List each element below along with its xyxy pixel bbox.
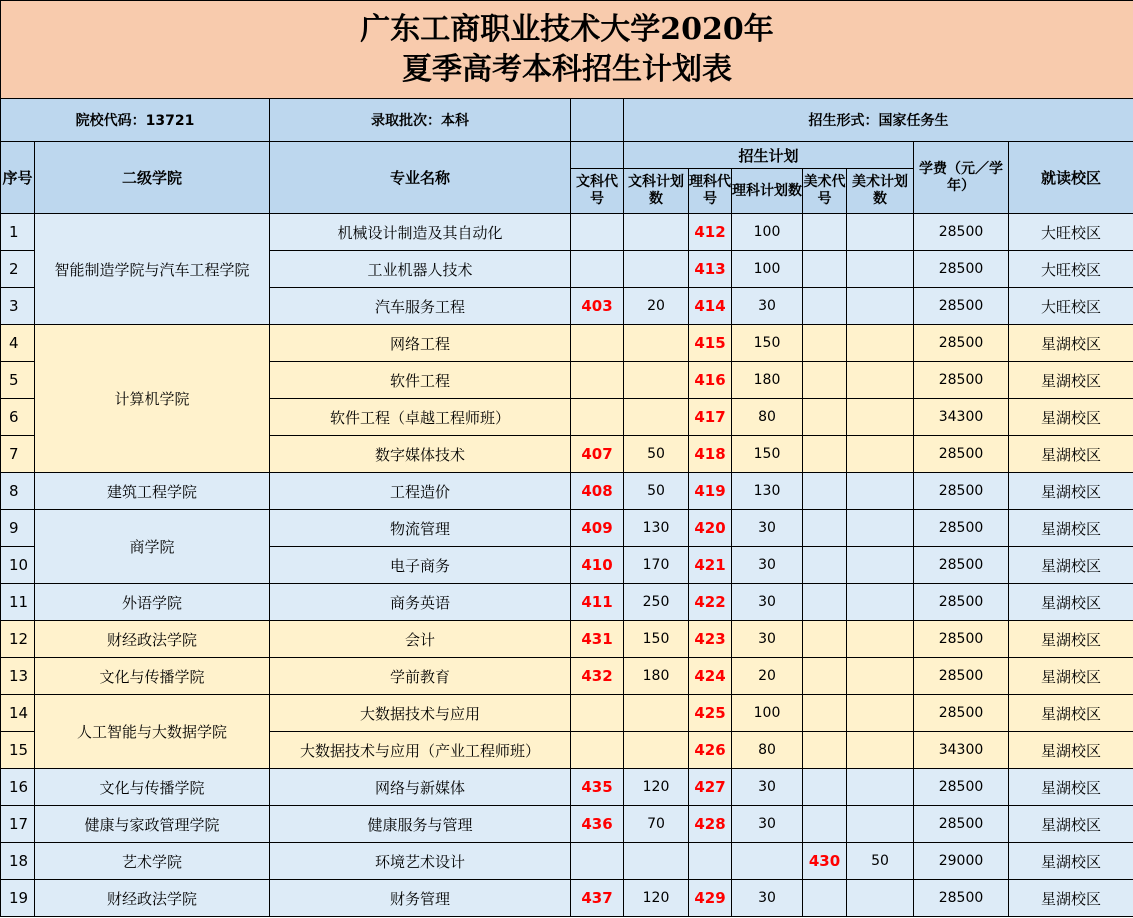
fee-cell: 28500 [914, 510, 1009, 547]
college-cell: 艺术学院 [35, 843, 270, 880]
wen-plan-cell: 70 [624, 806, 689, 843]
header-art-code: 美术代号 [803, 169, 847, 214]
wen-code-cell: 410 [571, 547, 624, 584]
li-code-cell: 422 [689, 584, 732, 621]
li-code-cell: 418 [689, 436, 732, 473]
wen-plan-cell [624, 362, 689, 399]
fee-cell: 28500 [914, 473, 1009, 510]
seq-cell: 7 [1, 436, 35, 473]
fee-cell: 28500 [914, 769, 1009, 806]
seq-cell: 12 [1, 621, 35, 658]
major-cell: 大数据技术与应用（产业工程师班） [270, 732, 571, 769]
li-code-cell: 421 [689, 547, 732, 584]
info-blank-cell [571, 99, 624, 142]
art-plan-cell [847, 806, 914, 843]
art-code-cell [803, 769, 847, 806]
wen-code-cell: 436 [571, 806, 624, 843]
art-code-cell [803, 806, 847, 843]
seq-cell: 9 [1, 510, 35, 547]
campus-cell: 星湖校区 [1009, 843, 1133, 880]
major-cell: 软件工程（卓越工程师班） [270, 399, 571, 436]
li-code-cell: 425 [689, 695, 732, 732]
seq-cell: 6 [1, 399, 35, 436]
wen-code-cell: 408 [571, 473, 624, 510]
seq-cell: 1 [1, 214, 35, 251]
art-plan-cell [847, 251, 914, 288]
major-cell: 物流管理 [270, 510, 571, 547]
fee-cell: 28500 [914, 251, 1009, 288]
art-code-cell [803, 399, 847, 436]
header-campus: 就读校区 [1009, 142, 1133, 214]
li-plan-cell [732, 843, 803, 880]
art-plan-cell [847, 325, 914, 362]
wen-plan-cell: 50 [624, 436, 689, 473]
major-cell: 工业机器人技术 [270, 251, 571, 288]
header-seq: 序号 [1, 142, 35, 214]
major-cell: 软件工程 [270, 362, 571, 399]
fee-cell: 29000 [914, 843, 1009, 880]
art-code-cell [803, 473, 847, 510]
art-code-cell [803, 880, 847, 917]
table-row [1, 325, 1133, 362]
art-plan-cell [847, 547, 914, 584]
major-cell: 汽车服务工程 [270, 288, 571, 325]
art-code-cell [803, 251, 847, 288]
fee-cell: 28500 [914, 214, 1009, 251]
school-code: 院校代码：13721 [1, 99, 270, 142]
li-code-cell: 417 [689, 399, 732, 436]
wen-code-cell: 437 [571, 880, 624, 917]
table-row [1, 843, 1133, 880]
seq-cell: 14 [1, 695, 35, 732]
college-cell: 智能制造学院与汽车工程学院 [35, 214, 270, 325]
wen-code-cell: 411 [571, 584, 624, 621]
seq-cell: 3 [1, 288, 35, 325]
li-plan-cell: 30 [732, 769, 803, 806]
art-code-cell [803, 584, 847, 621]
seq-cell: 4 [1, 325, 35, 362]
fee-cell: 34300 [914, 399, 1009, 436]
header-fee: 学费（元／学年） [914, 142, 1009, 214]
table-row [1, 658, 1133, 695]
seq-cell: 11 [1, 584, 35, 621]
art-plan-cell [847, 214, 914, 251]
art-code-cell: 430 [803, 843, 847, 880]
li-plan-cell: 150 [732, 436, 803, 473]
wen-code-cell [571, 325, 624, 362]
table-row [1, 584, 1133, 621]
fee-cell: 28500 [914, 325, 1009, 362]
art-code-cell [803, 510, 847, 547]
fee-cell: 28500 [914, 584, 1009, 621]
wen-code-cell: 407 [571, 436, 624, 473]
art-code-cell [803, 214, 847, 251]
art-code-cell [803, 436, 847, 473]
seq-cell: 18 [1, 843, 35, 880]
major-cell: 网络工程 [270, 325, 571, 362]
art-plan-cell [847, 288, 914, 325]
header-plan-group: 招生计划 [624, 142, 914, 169]
header-blank-cell [571, 142, 624, 169]
wen-code-cell [571, 362, 624, 399]
art-code-cell [803, 732, 847, 769]
major-cell: 财务管理 [270, 880, 571, 917]
wen-code-cell: 431 [571, 621, 624, 658]
table-row [1, 214, 1133, 251]
campus-cell: 星湖校区 [1009, 325, 1133, 362]
li-plan-cell: 30 [732, 806, 803, 843]
campus-cell: 星湖校区 [1009, 658, 1133, 695]
header-wen-plan: 文科计划数 [624, 169, 689, 214]
fee-cell: 28500 [914, 806, 1009, 843]
art-plan-cell [847, 695, 914, 732]
campus-cell: 大旺校区 [1009, 288, 1133, 325]
campus-cell: 星湖校区 [1009, 436, 1133, 473]
header-wen-code: 文科代号 [571, 169, 624, 214]
li-code-cell: 426 [689, 732, 732, 769]
wen-code-cell [571, 214, 624, 251]
campus-cell: 星湖校区 [1009, 473, 1133, 510]
wen-code-cell: 409 [571, 510, 624, 547]
major-cell: 数字媒体技术 [270, 436, 571, 473]
li-code-cell: 412 [689, 214, 732, 251]
art-plan-cell [847, 769, 914, 806]
li-plan-cell: 130 [732, 473, 803, 510]
li-code-cell: 420 [689, 510, 732, 547]
fee-cell: 28500 [914, 658, 1009, 695]
li-plan-cell: 20 [732, 658, 803, 695]
art-code-cell [803, 658, 847, 695]
major-cell: 会计 [270, 621, 571, 658]
campus-cell: 星湖校区 [1009, 547, 1133, 584]
campus-cell: 星湖校区 [1009, 806, 1133, 843]
wen-plan-cell: 20 [624, 288, 689, 325]
art-plan-cell [847, 362, 914, 399]
campus-cell: 星湖校区 [1009, 695, 1133, 732]
wen-code-cell: 432 [571, 658, 624, 695]
college-cell: 财经政法学院 [35, 880, 270, 917]
wen-plan-cell: 130 [624, 510, 689, 547]
campus-cell: 星湖校区 [1009, 769, 1133, 806]
wen-code-cell: 403 [571, 288, 624, 325]
major-cell: 健康服务与管理 [270, 806, 571, 843]
enrollment-form: 招生形式：国家任务生 [624, 99, 1133, 142]
wen-plan-cell [624, 399, 689, 436]
li-plan-cell: 100 [732, 695, 803, 732]
title-line-1: 广东工商职业技术大学2020年 [360, 11, 774, 47]
fee-cell: 28500 [914, 362, 1009, 399]
wen-plan-cell: 50 [624, 473, 689, 510]
college-cell: 文化与传播学院 [35, 658, 270, 695]
li-plan-cell: 180 [732, 362, 803, 399]
admission-batch: 录取批次：本科 [270, 99, 571, 142]
seq-cell: 2 [1, 251, 35, 288]
li-code-cell: 413 [689, 251, 732, 288]
wen-plan-cell: 150 [624, 621, 689, 658]
campus-cell: 星湖校区 [1009, 399, 1133, 436]
li-code-cell: 416 [689, 362, 732, 399]
college-cell: 健康与家政管理学院 [35, 806, 270, 843]
table-row [1, 473, 1133, 510]
campus-cell: 大旺校区 [1009, 214, 1133, 251]
seq-cell: 19 [1, 880, 35, 917]
campus-cell: 星湖校区 [1009, 621, 1133, 658]
wen-plan-cell [624, 695, 689, 732]
li-plan-cell: 150 [732, 325, 803, 362]
major-cell: 机械设计制造及其自动化 [270, 214, 571, 251]
major-cell: 学前教育 [270, 658, 571, 695]
page-title [1, 1, 1133, 99]
major-cell: 电子商务 [270, 547, 571, 584]
fee-cell: 28500 [914, 436, 1009, 473]
major-cell: 商务英语 [270, 584, 571, 621]
campus-cell: 大旺校区 [1009, 251, 1133, 288]
art-plan-cell [847, 510, 914, 547]
header-art-plan: 美术计划数 [847, 169, 914, 214]
art-code-cell [803, 547, 847, 584]
art-code-cell [803, 621, 847, 658]
seq-cell: 13 [1, 658, 35, 695]
college-cell: 人工智能与大数据学院 [35, 695, 270, 769]
college-cell: 计算机学院 [35, 325, 270, 473]
wen-code-cell [571, 732, 624, 769]
wen-plan-cell [624, 325, 689, 362]
art-plan-cell [847, 436, 914, 473]
li-plan-cell: 30 [732, 880, 803, 917]
table-row [1, 806, 1133, 843]
li-plan-cell: 30 [732, 547, 803, 584]
art-plan-cell [847, 584, 914, 621]
title-line-2: 夏季高考本科招生计划表 [402, 51, 733, 87]
li-code-cell: 414 [689, 288, 732, 325]
li-code-cell: 428 [689, 806, 732, 843]
college-cell: 外语学院 [35, 584, 270, 621]
fee-cell: 28500 [914, 547, 1009, 584]
li-code-cell: 415 [689, 325, 732, 362]
art-plan-cell [847, 658, 914, 695]
li-plan-cell: 30 [732, 584, 803, 621]
wen-plan-cell: 180 [624, 658, 689, 695]
major-cell: 网络与新媒体 [270, 769, 571, 806]
seq-cell: 5 [1, 362, 35, 399]
table-row [1, 695, 1133, 732]
li-code-cell [689, 843, 732, 880]
seq-cell: 10 [1, 547, 35, 584]
college-cell: 文化与传播学院 [35, 769, 270, 806]
wen-code-cell [571, 251, 624, 288]
li-plan-cell: 100 [732, 251, 803, 288]
college-cell: 商学院 [35, 510, 270, 584]
li-plan-cell: 80 [732, 732, 803, 769]
fee-cell: 28500 [914, 695, 1009, 732]
campus-cell: 星湖校区 [1009, 584, 1133, 621]
li-code-cell: 424 [689, 658, 732, 695]
table-row [1, 880, 1133, 917]
table-row [1, 621, 1133, 658]
wen-plan-cell: 120 [624, 880, 689, 917]
wen-code-cell: 435 [571, 769, 624, 806]
art-plan-cell [847, 399, 914, 436]
wen-plan-cell [624, 732, 689, 769]
art-code-cell [803, 288, 847, 325]
header-college: 二级学院 [35, 142, 270, 214]
fee-cell: 28500 [914, 288, 1009, 325]
wen-plan-cell: 250 [624, 584, 689, 621]
li-code-cell: 429 [689, 880, 732, 917]
li-code-cell: 427 [689, 769, 732, 806]
wen-code-cell [571, 843, 624, 880]
seq-cell: 15 [1, 732, 35, 769]
li-plan-cell: 100 [732, 214, 803, 251]
wen-plan-cell: 120 [624, 769, 689, 806]
art-plan-cell [847, 880, 914, 917]
seq-cell: 16 [1, 769, 35, 806]
art-code-cell [803, 325, 847, 362]
li-plan-cell: 30 [732, 621, 803, 658]
seq-cell: 8 [1, 473, 35, 510]
wen-plan-cell [624, 214, 689, 251]
major-cell: 工程造价 [270, 473, 571, 510]
table-row [1, 510, 1133, 547]
art-plan-cell: 50 [847, 843, 914, 880]
li-code-cell: 419 [689, 473, 732, 510]
art-plan-cell [847, 473, 914, 510]
wen-plan-cell [624, 843, 689, 880]
art-code-cell [803, 695, 847, 732]
header-li-plan: 理科计划数 [732, 169, 803, 214]
campus-cell: 星湖校区 [1009, 732, 1133, 769]
wen-plan-cell: 170 [624, 547, 689, 584]
major-cell: 大数据技术与应用 [270, 695, 571, 732]
campus-cell: 星湖校区 [1009, 880, 1133, 917]
li-code-cell: 423 [689, 621, 732, 658]
college-cell: 建筑工程学院 [35, 473, 270, 510]
wen-code-cell [571, 695, 624, 732]
seq-cell: 17 [1, 806, 35, 843]
table-row [1, 769, 1133, 806]
wen-code-cell [571, 399, 624, 436]
major-cell: 环境艺术设计 [270, 843, 571, 880]
li-plan-cell: 30 [732, 510, 803, 547]
college-cell: 财经政法学院 [35, 621, 270, 658]
fee-cell: 28500 [914, 621, 1009, 658]
li-plan-cell: 30 [732, 288, 803, 325]
art-plan-cell [847, 621, 914, 658]
art-code-cell [803, 362, 847, 399]
art-plan-cell [847, 732, 914, 769]
campus-cell: 星湖校区 [1009, 510, 1133, 547]
campus-cell: 星湖校区 [1009, 362, 1133, 399]
wen-plan-cell [624, 251, 689, 288]
fee-cell: 34300 [914, 732, 1009, 769]
li-plan-cell: 80 [732, 399, 803, 436]
header-li-code: 理科代号 [689, 169, 732, 214]
fee-cell: 28500 [914, 880, 1009, 917]
header-major: 专业名称 [270, 142, 571, 214]
